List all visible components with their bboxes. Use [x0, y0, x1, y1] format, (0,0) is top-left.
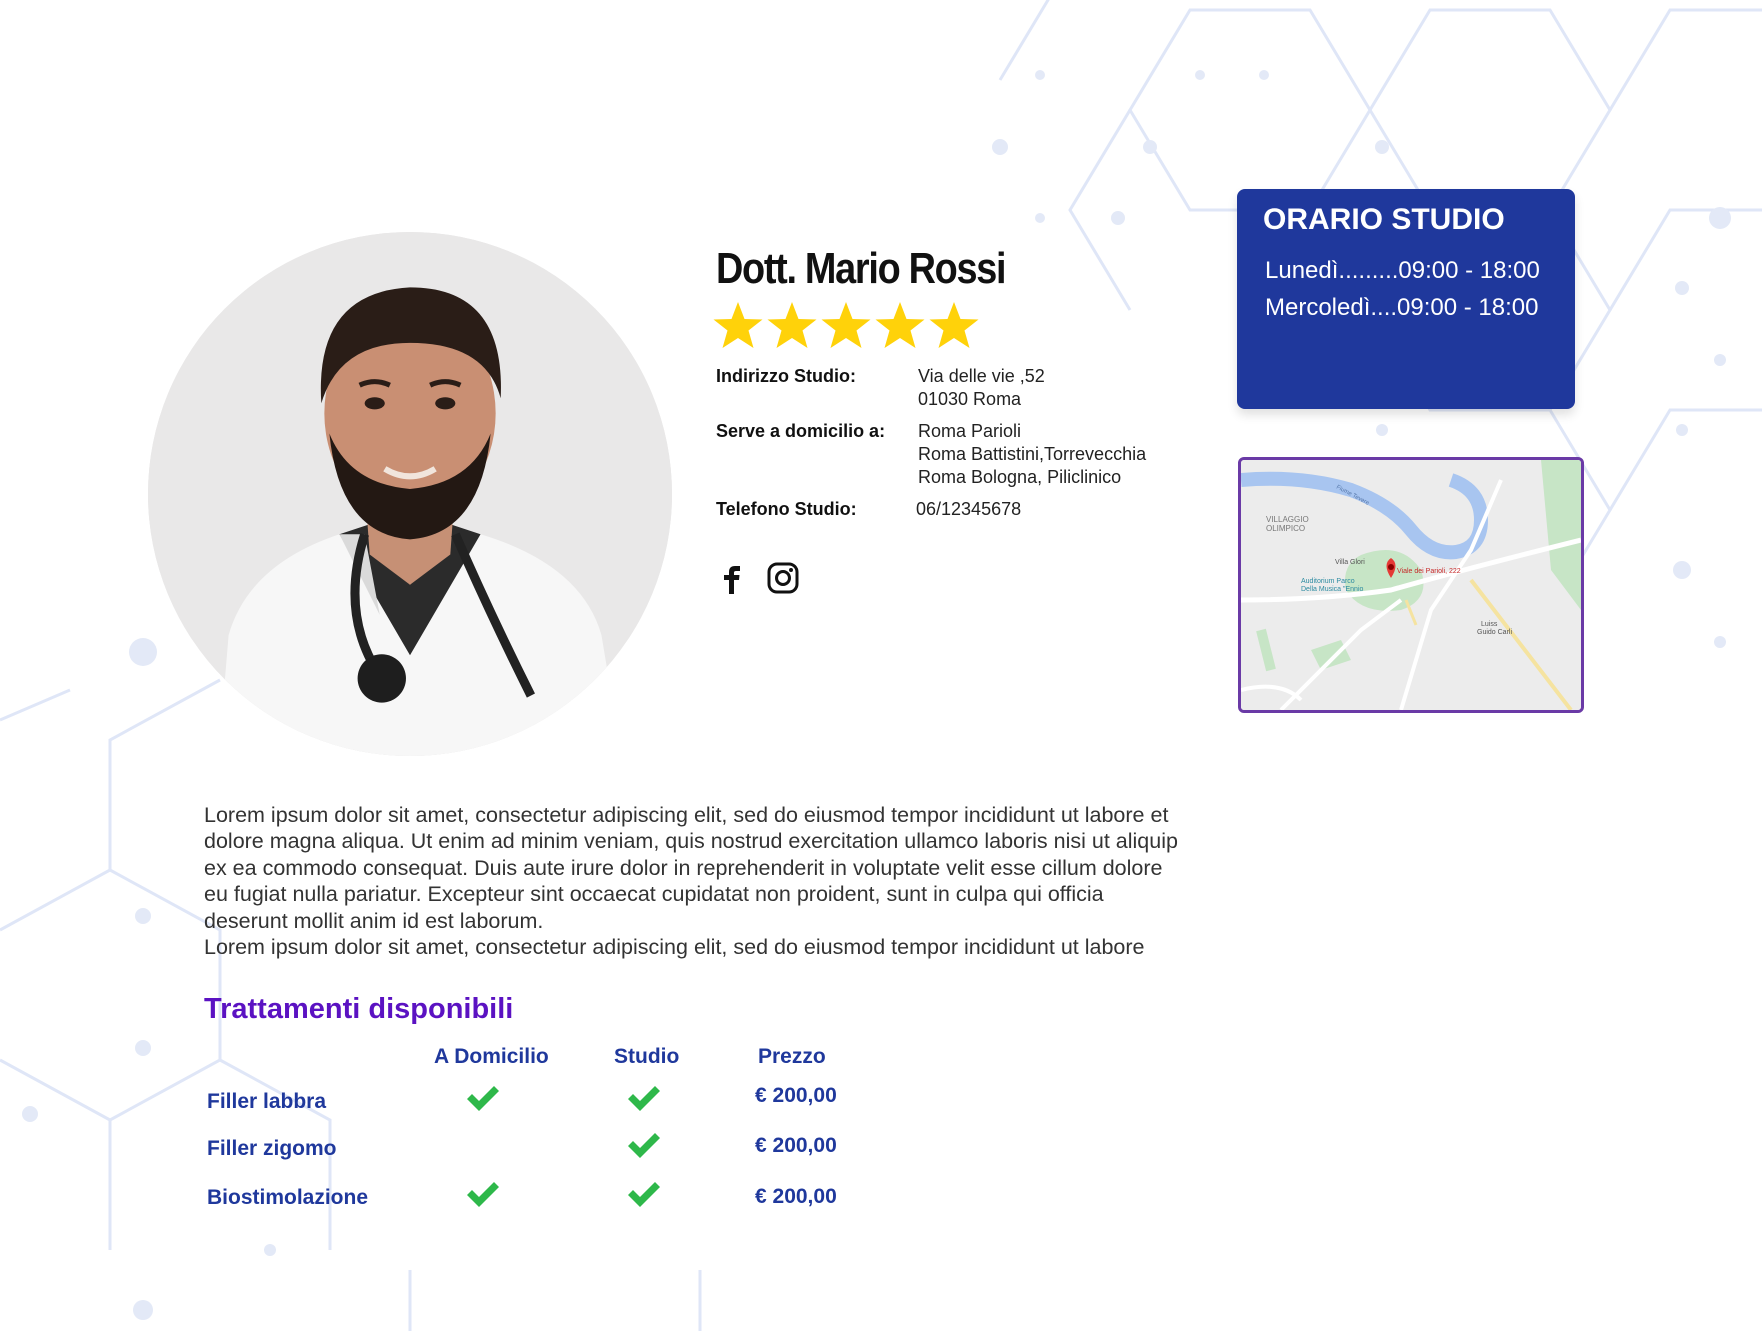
location-map[interactable] [1238, 457, 1584, 713]
treatment-name: Filler labbra [207, 1090, 327, 1113]
column-header-price: Prezzo [758, 1045, 826, 1068]
doctor-portrait-illustration [148, 232, 672, 756]
treatment-name: Biostimolazione [207, 1186, 369, 1209]
map-label-pin: Viale dei Parioli, 222 [1397, 568, 1461, 575]
treatment-name: Filler zigomo [207, 1137, 337, 1160]
column-header-studio: Studio [614, 1045, 680, 1068]
star-icon [712, 300, 764, 352]
office-hours-title: ORARIO STUDIO [1263, 203, 1505, 236]
star-icon [874, 300, 926, 352]
star-icon [928, 300, 980, 352]
address-label: Indirizzo Studio: [716, 366, 856, 386]
map-label-river: Fiume Tevere [1335, 484, 1370, 507]
social-links [718, 560, 800, 596]
star-icon [820, 300, 872, 352]
hours-row: Mercoledì....09:00 - 18:00 [1265, 294, 1539, 321]
treatment-price: € 200,00 [755, 1084, 837, 1107]
phone-label: Telefono Studio: [716, 499, 857, 519]
map-label-area: VILLAGGIO OLIMPICO [1266, 515, 1309, 533]
description-paragraph: Lorem ipsum dolor sit amet, consectetur adipiscing elit, sed do eiusmod tempor incididunt ut labore et dolore magna aliqua. Ut enim ad minim veniam, quis nostrud exercitation ullamco laboris nisi ut aliquip ex ea commodo consequat. Duis aute irure dolor in reprehenderit in voluptate velit esse cillum dolore eu fugiat nulla pariatur. Excepteur sint occaecat cupidatat non proident, sunt in culpa qui officia deserunt mollit anim id est laborum. [204, 803, 1178, 933]
doctor-description [204, 802, 1184, 960]
map-label-luiss: Luiss Guido Carli [1477, 621, 1513, 636]
map-label-villa: Villa Glori [1335, 559, 1365, 566]
column-header-domicilio: A Domicilio [434, 1045, 549, 1068]
address-line: Via delle vie ,52 [918, 366, 1045, 386]
doctor-info [716, 365, 1178, 521]
doctor-name: Dott. Mario Rossi [716, 244, 1006, 293]
instagram-icon[interactable] [766, 561, 800, 595]
home-service-area: Roma Bologna, Piliclinico [918, 467, 1122, 487]
treatment-price: € 200,00 [755, 1134, 837, 1157]
home-service-area: Roma Parioli [918, 421, 1022, 441]
office-hours-card [1237, 189, 1575, 409]
map-label-auditorium: Auditorium Parco Della Musica "Ennio [1301, 578, 1364, 593]
map-image [1241, 460, 1581, 710]
home-service-label: Serve a domicilio a: [716, 421, 886, 441]
description-paragraph: Lorem ipsum dolor sit amet, consectetur adipiscing elit, sed do eiusmod tempor incididunt ut labore [204, 935, 1145, 960]
address-line: 01030 Roma [918, 389, 1022, 409]
rating-stars [712, 300, 980, 352]
treatments-title: Trattamenti disponibili [204, 993, 514, 1025]
home-service-area: Roma Battistini,Torrevecchia [918, 444, 1147, 464]
facebook-icon[interactable] [718, 560, 744, 596]
star-icon [766, 300, 818, 352]
treatment-price: € 200,00 [755, 1185, 837, 1208]
phone-value[interactable]: 06/12345678 [916, 499, 1022, 519]
doctor-avatar [148, 232, 672, 756]
address-value [918, 365, 1178, 411]
home-service-value [918, 420, 1178, 489]
hours-row: Lunedì.........09:00 - 18:00 [1265, 257, 1540, 284]
